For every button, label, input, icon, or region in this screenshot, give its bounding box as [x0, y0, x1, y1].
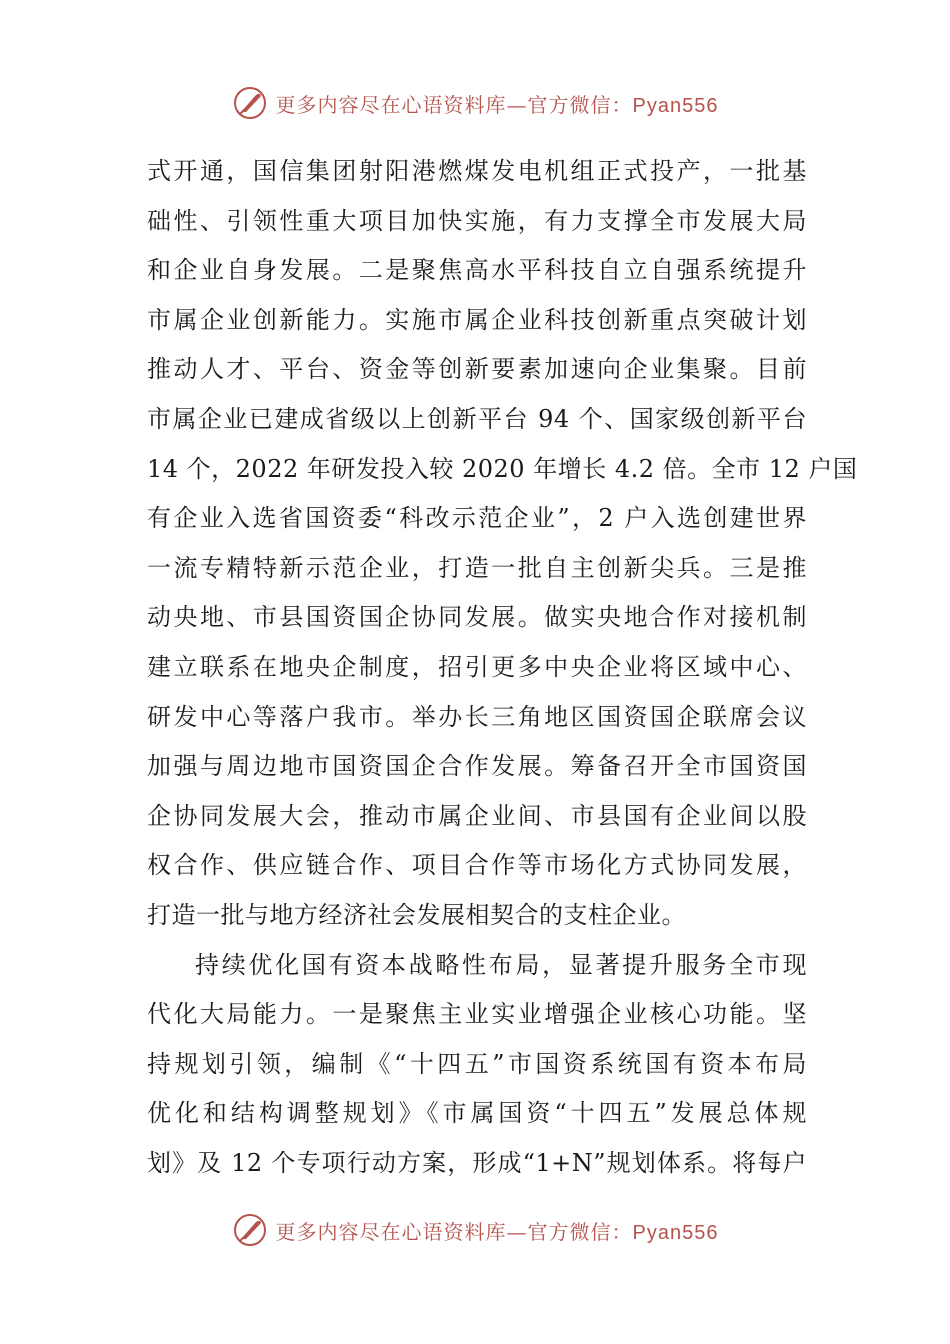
text-line: 划》及 12 个专项行动方案，形成“1+N”规划体系。将每户: [147, 1148, 807, 1177]
text-line: 14 个，2022 年研发投入较 2020 年增长 4.2 倍。全市 12 户国: [147, 454, 858, 483]
text-line: 有企业入选省国资委“科改示范企业”，2 户入选创建世界: [147, 504, 807, 533]
text-line: 优化和结构调整规划》《市属国资“十四五”发展总体规: [147, 1099, 807, 1128]
watermark-wechat-id: Pyan556: [632, 1221, 719, 1244]
text-line-paragraph-end: 打造一批与地方经济社会发展相契合的支柱企业。: [147, 900, 686, 929]
watermark-text: [276, 89, 719, 118]
text-line: 推动人才、平台、资金等创新要素加速向企业集聚。目前: [147, 355, 807, 384]
quill-pen-icon: [232, 85, 268, 121]
text-line: 研发中心等落户我市。举办长三角地区国资国企联席会议: [147, 702, 807, 731]
quill-pen-icon: [232, 1212, 268, 1248]
text-line: 式开通，国信集团射阳港燃煤发电机组正式投产，一批基: [147, 157, 807, 185]
watermark-text-cn: 更多内容尽在心语资料库—官方微信：: [275, 92, 633, 117]
text-line: 企协同发展大会，推动市属企业间、市县国有企业间以股: [147, 801, 807, 830]
document-body: [147, 147, 858, 1188]
text-line: 建立联系在地央企制度，招引更多中央企业将区域中心、: [147, 652, 807, 681]
text-line: 加强与周边地市国资国企合作发展。筹备召开全市国资国: [147, 752, 807, 781]
watermark-wechat-id: Pyan556: [632, 94, 719, 117]
watermark-text: [276, 1216, 719, 1245]
text-line: 和企业自身发展。二是聚焦高水平科技自立自强系统提升: [147, 256, 807, 285]
watermark-footer: [0, 1208, 950, 1252]
text-line: 一流专精特新示范企业，打造一批自主创新尖兵。三是推: [147, 553, 807, 582]
text-line: 权合作、供应链合作、项目合作等市场化方式协同发展，: [147, 851, 807, 880]
text-line: 持规划引领，编制《“十四五”市国资系统国有资本布局: [147, 1049, 807, 1078]
text-line-paragraph-start: 持续优化国有资本战略性布局，显著提升服务全市现: [195, 950, 807, 979]
text-line: 动央地、市县国资国企协同发展。做实央地合作对接机制: [147, 603, 807, 632]
text-line: 础性、引领性重大项目加快实施，有力支撑全市发展大局: [147, 206, 807, 235]
text-line: 代化大局能力。一是聚焦主业实业增强企业核心功能。坚: [147, 1000, 807, 1029]
text-line: 市属企业已建成省级以上创新平台 94 个、国家级创新平台: [147, 404, 807, 433]
watermark-text-cn: 更多内容尽在心语资料库—官方微信：: [275, 1219, 633, 1244]
watermark-header: [0, 81, 950, 125]
text-line: 市属企业创新能力。实施市属企业科技创新重点突破计划: [147, 305, 807, 334]
